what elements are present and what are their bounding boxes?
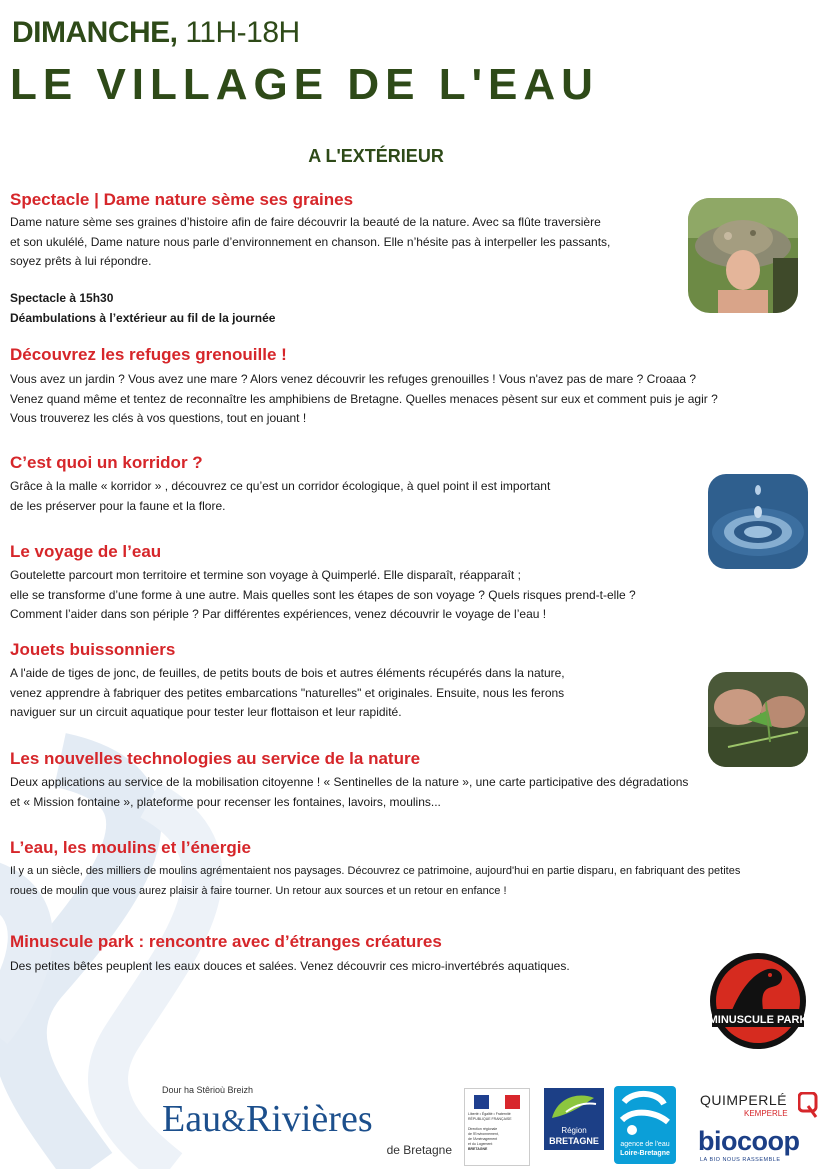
erb-tagline: Dour ha Stêrioù Breizh bbox=[162, 1085, 254, 1095]
quimperle-q-icon bbox=[798, 1092, 818, 1118]
schedule-line: Spectacle à 15h30 bbox=[10, 291, 114, 305]
kemperle-text: KEMPERLE bbox=[744, 1109, 788, 1118]
desc-line: Vous avez un jardin ? Vous avez une mare ? Alors venez découvrir les refuges grenouilles ! Vous n'avez pas de mare ? Croaaa ? bbox=[10, 372, 697, 386]
dreal-text bbox=[468, 1127, 499, 1152]
activity-title-spectacle: Spectacle | Dame nature sème ses graines bbox=[10, 190, 354, 209]
desc-line: naviguer sur un circuit aquatique pour tester leur flottaison et leur rapidité. bbox=[10, 705, 402, 719]
republique-dreal-logo bbox=[464, 1088, 530, 1166]
desc-line: Vous trouverez les clés à vos questions, tout en jouant ! bbox=[10, 411, 307, 425]
republique-text bbox=[468, 1112, 512, 1122]
desc-line: Dame nature sème ses graines d’histoire afin de faire découvrir la beauté de la nature. Avec sa flûte traversière bbox=[10, 215, 601, 229]
biocoop-logo bbox=[698, 1126, 808, 1166]
desc-line: A l'aide de tiges de jonc, de feuilles, de petits bouts de bois et autres éléments récupérés dans la nature, bbox=[10, 666, 565, 680]
desc-line: et son ukulélé, Dame nature nous parle d’environnement en chanson. Elle n’hésite pas à interpeller les passants, bbox=[10, 234, 611, 249]
activity-desc-spectacle bbox=[10, 213, 610, 272]
desc-line: Des petites bêtes peuplent les eaux douces et salées. Venez découvrir ces micro-invertébrés aquatiques. bbox=[10, 959, 570, 973]
desc-line: venez apprendre à fabriquer des petites embarcations "naturelles" et originales. Ensuite, nous les ferons bbox=[10, 685, 565, 700]
desc-line: et « Mission fontaine », plateforme pour recenser les fontaines, lavoirs, moulins... bbox=[10, 794, 441, 809]
activity-desc-voyage bbox=[10, 566, 636, 625]
desc-line: Grâce à la malle « korridor » , découvrez ce qu’est un corridor écologique, à quel point il est important bbox=[10, 479, 551, 493]
activity-title-voyage: Le voyage de l’eau bbox=[10, 542, 162, 561]
region-top-text: Région bbox=[561, 1126, 587, 1135]
region-bottom-text: BRETAGNE bbox=[549, 1136, 599, 1146]
erb-name-b: Rivières bbox=[245, 1098, 373, 1140]
activity-title-jouets: Jouets buissonniers bbox=[10, 640, 176, 659]
activity-schedule-spectacle bbox=[10, 289, 275, 328]
agence-eau-logo bbox=[614, 1086, 676, 1164]
region-bretagne-logo bbox=[544, 1088, 604, 1150]
dreal-line: de l'Aménagement bbox=[468, 1137, 498, 1141]
activity-desc-technologies bbox=[10, 773, 688, 812]
desc-line: Goutelette parcourt mon territoire et termine son voyage à Quimperlé. Elle disparaît, réapparaît ; bbox=[10, 568, 521, 582]
agence-text bbox=[614, 1140, 676, 1158]
activity-title-korridor: C’est quoi un korridor ? bbox=[10, 453, 203, 472]
activity-title-refuges: Découvrez les refuges grenouille ! bbox=[10, 345, 287, 364]
dreal-line: de l'Environnement, bbox=[468, 1132, 499, 1136]
desc-line: soyez prêts à lui répondre. bbox=[10, 254, 152, 268]
schedule-line: Déambulations à l’extérieur au fil de la journée bbox=[10, 310, 276, 325]
activity-desc-moulins bbox=[10, 862, 740, 901]
agence-line: Loire-Bretagne bbox=[620, 1150, 670, 1157]
activity-title-technologies: Les nouvelles technologies au service de la nature bbox=[10, 749, 421, 768]
erb-name bbox=[162, 1097, 373, 1141]
activity-desc-korridor bbox=[10, 477, 550, 516]
republique-line: Liberté • Égalité • Fraternité bbox=[468, 1112, 511, 1116]
desc-line: Venez quand même et tentez de reconnaître les amphibiens de Bretagne. Quelles menaces pèsent sur eux et comment puis je agir ? bbox=[10, 391, 718, 406]
desc-line: de les préserver pour la faune et la flore. bbox=[10, 498, 226, 513]
water-drop-photo bbox=[708, 474, 808, 569]
desc-line: Il y a un siècle, des milliers de moulins agrémentaient nos paysages. Découvrez ce patrimoine, aujourd'hui en partie disparu, en fabriquant des petites bbox=[10, 865, 741, 877]
agence-line: agence de l'eau bbox=[620, 1141, 670, 1148]
minuscule-park-logo-text: MINUSCULE PARK bbox=[708, 1014, 808, 1026]
desc-line: Comment l’aider dans son périple ? Par différentes expériences, venez découvrir le voyage de l’eau ! bbox=[10, 607, 547, 621]
day-label: DIMANCHE, bbox=[12, 16, 178, 49]
hours-label: 11H-18H bbox=[185, 16, 300, 49]
quimperle-logo bbox=[700, 1092, 820, 1122]
erb-sub: de Bretagne bbox=[386, 1143, 452, 1157]
dreal-region: BRETAGNE bbox=[468, 1147, 488, 1151]
agence-ae-icon bbox=[614, 1086, 676, 1138]
jouets-hands-photo bbox=[708, 672, 808, 767]
erb-name-a: Eau bbox=[162, 1098, 222, 1140]
activity-desc-jouets bbox=[10, 664, 565, 723]
desc-line: Deux applications au service de la mobilisation citoyenne ! « Sentinelles de la nature », une carte participative des dégradations bbox=[10, 775, 689, 789]
desc-line: elle se transforme d’une forme à une autre. Mais quelles sont les étapes de son voyage ? Quels risques prend-t-elle ? bbox=[10, 587, 636, 602]
biocoop-tagline: LA BIO NOUS RASSEMBLE bbox=[700, 1157, 781, 1163]
section-heading: A L'EXTÉRIEUR bbox=[308, 146, 444, 166]
dame-nature-photo bbox=[688, 198, 798, 313]
dreal-line: et du Logement bbox=[468, 1142, 493, 1146]
activity-title-minuscule: Minuscule park : rencontre avec d’étranges créatures bbox=[10, 932, 442, 951]
activity-desc-refuges bbox=[10, 370, 718, 429]
erb-ampersand: & bbox=[221, 1102, 246, 1138]
desc-line: roues de moulin que vous aurez plaisir à faire tourner. Un retour aux sources et un retour en enfance ! bbox=[10, 884, 507, 897]
day-hours-heading bbox=[12, 16, 300, 50]
biocoop-text: biocoop bbox=[698, 1126, 800, 1156]
french-flag-icon bbox=[474, 1095, 520, 1109]
eau-rivieres-logo bbox=[162, 1085, 452, 1165]
region-leaf-icon bbox=[544, 1088, 604, 1124]
minuscule-park-logo bbox=[708, 951, 808, 1051]
activity-desc-minuscule bbox=[10, 957, 570, 977]
dreal-line: Direction régionale bbox=[468, 1127, 498, 1131]
quimperle-text: QUIMPERLÉ bbox=[700, 1092, 787, 1108]
republique-line: RÉPUBLIQUE FRANÇAISE bbox=[468, 1117, 512, 1121]
activity-title-moulins: L’eau, les moulins et l’énergie bbox=[10, 838, 251, 857]
page-title: LE VILLAGE DE L'EAU bbox=[10, 60, 599, 109]
